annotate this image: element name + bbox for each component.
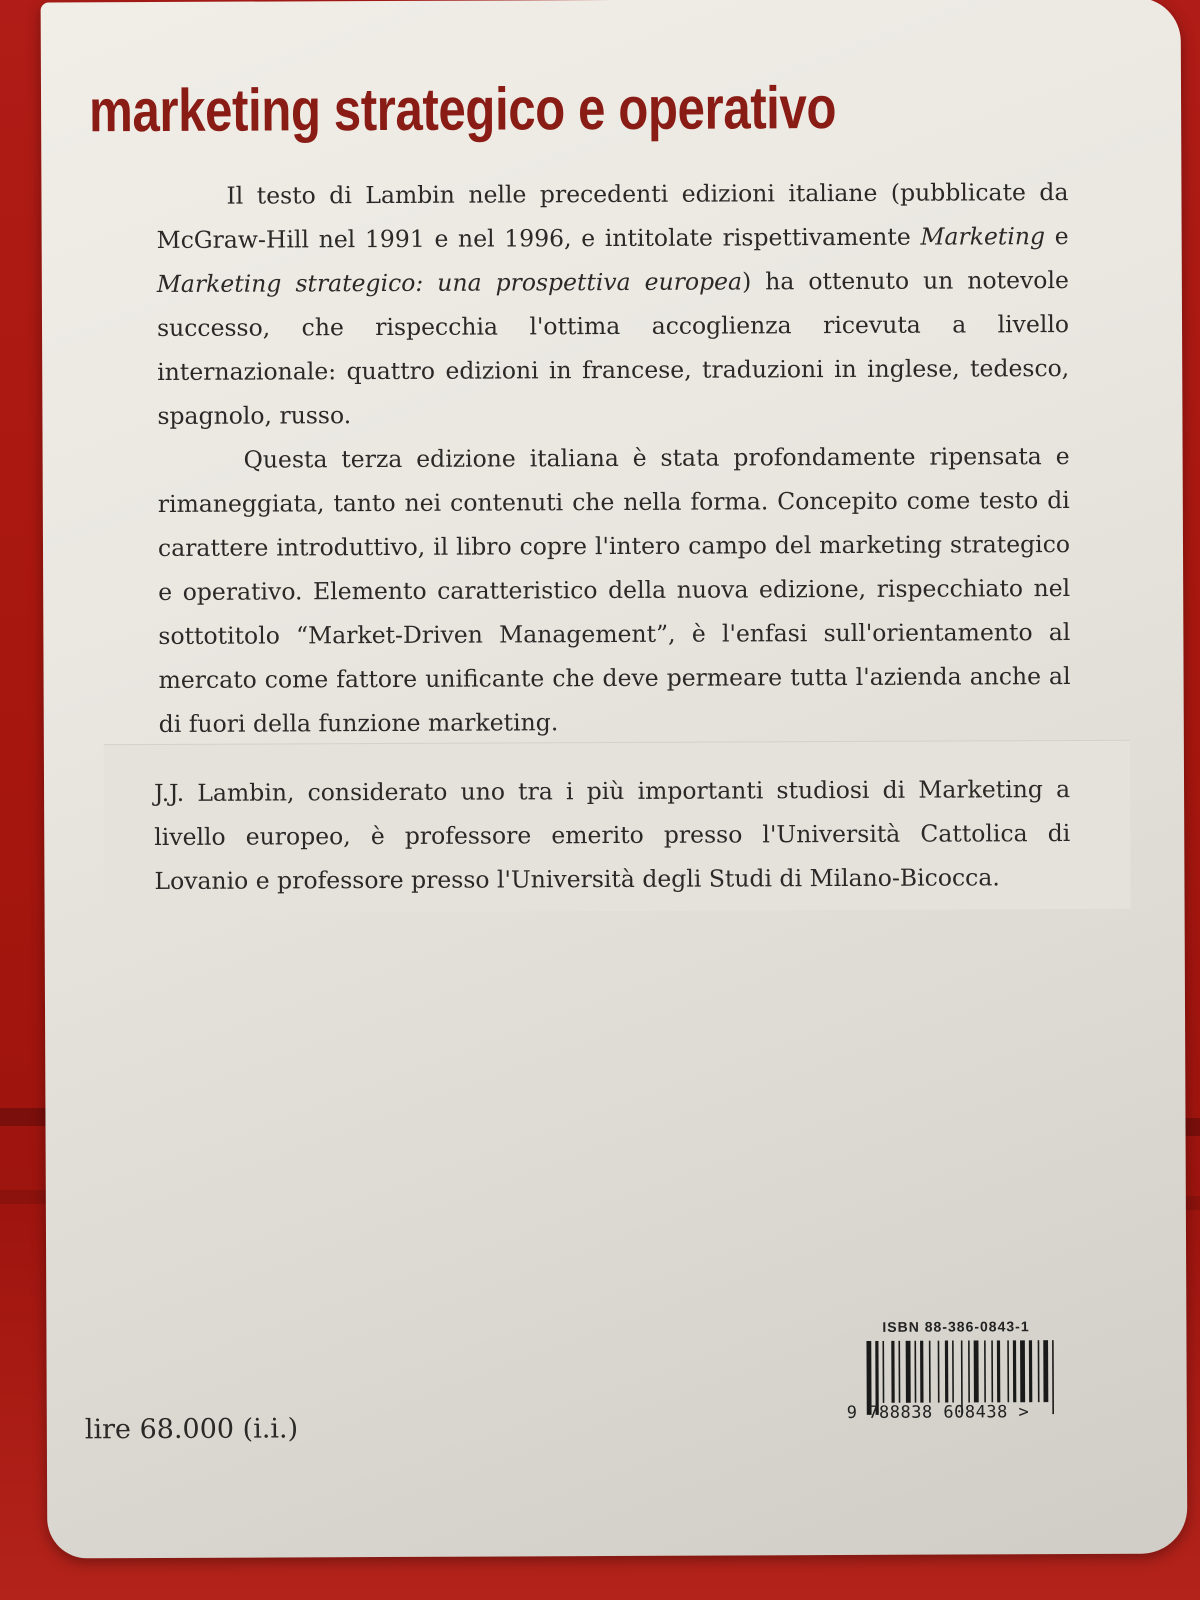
author-bio: J.J. Lambin, considerato uno tra i più importanti studiosi di Marketing a livello europeo, è professore emerito presso l'Università Cattolica di Lovanio e professore presso l'Università degli Studi di Milano-Bicocca.	[154, 775, 1071, 896]
book-description	[156, 170, 1070, 746]
author-box	[104, 740, 1131, 913]
book-back-cover	[41, 0, 1188, 1558]
isbn-label: ISBN 88-386-0843-1	[882, 1318, 1030, 1335]
book-title-italic: Marketing	[920, 222, 1046, 251]
book-title: marketing strategico e operativo	[88, 74, 837, 145]
description-paragraph-2: Questa terza edizione italiana è stata profondamente ripensata e rimaneggiata, tanto nei contenuti che nella forma. Concepito come testo di carattere introduttivo, il libro copre l'intero campo del marketing strategico e operativo. Elemento caratteristico della nuova edizione, rispecchiato nel sottotitolo “Market-Driven Management”, è l'enfasi sull'orientamento al mercato come fattore unificante che deve permeare tutta l'azienda anche al di fuori della funzione marketing.	[157, 442, 1071, 738]
barcode-digits: 9 788838 608438 >	[846, 1402, 1030, 1423]
description-paragraph-1: Il testo di Lambin nelle precedenti edizioni italiane (pubblicate da McGraw-Hill nel 1991 e nel 1996, e intitolate rispettivamente Marketing e Marketing strategico: una prospettiva europea) ha ottenuto un notevole successo, che rispecchia l'ottima accoglienza ricevuta a livello internazionale: quattro edizioni in francese, traduzioni in inglese, tedesco, spagnolo, russo.	[156, 178, 1070, 430]
price-label: lire 68.000 (i.i.)	[84, 1413, 299, 1446]
book-title-italic: Marketing strategico: una prospettiva europea	[156, 267, 743, 298]
